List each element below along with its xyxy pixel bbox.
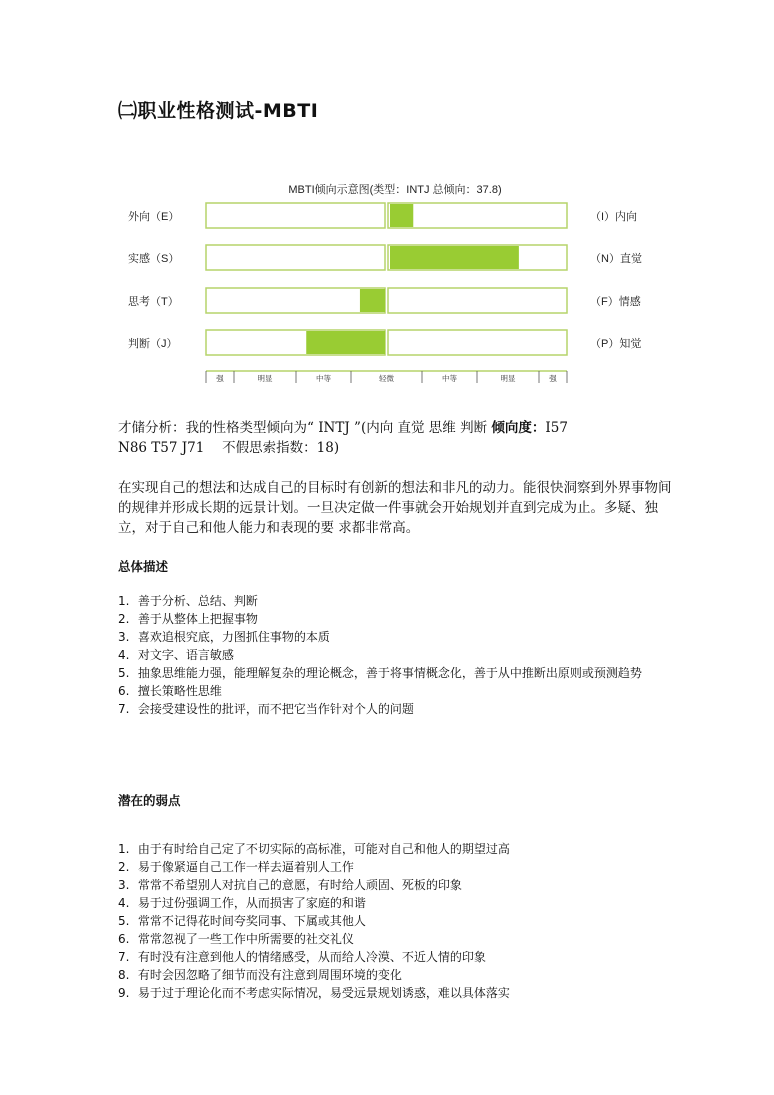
list-item-number: 1. xyxy=(118,594,130,608)
bar-frame-right xyxy=(388,330,567,355)
bar-frame-left xyxy=(206,245,385,270)
bar-frame-right xyxy=(388,288,567,313)
scale-label: 明显 xyxy=(257,374,273,383)
analysis-line2: N86 T57 J71 不假思索指数：18) xyxy=(118,440,340,456)
list-item xyxy=(118,646,678,664)
axis-label-left: 思考（T） xyxy=(128,296,179,308)
axis-label-right: （P）知觉 xyxy=(590,338,642,350)
list-item-number: 7. xyxy=(118,950,130,964)
analysis-text xyxy=(118,418,678,458)
list-item xyxy=(118,700,678,718)
list-item-number: 5. xyxy=(118,666,130,680)
list-item xyxy=(118,610,678,628)
list-item xyxy=(118,912,678,930)
list-item xyxy=(118,628,678,646)
list-item xyxy=(118,876,678,894)
chart-title: MBTI倾向示意图(类型：INTJ 总倾向：37.8) xyxy=(288,184,502,196)
list-item xyxy=(118,664,678,682)
scale-label: 轻微 xyxy=(379,374,394,383)
bar-fill xyxy=(390,204,413,227)
scale-label: 明显 xyxy=(500,374,516,383)
list-item xyxy=(118,984,678,1002)
list-item xyxy=(118,930,678,948)
list-item xyxy=(118,858,678,876)
bar-fill xyxy=(306,331,385,354)
list-item-text: 由于有时给自己定了不切实际的高标准，可能对自己和他人的期望过高 xyxy=(134,842,510,856)
axis-label-left: 实感（S） xyxy=(128,253,180,265)
list-item-text: 有时没有注意到他人的情绪感受，从而给人冷漠、不近人情的印象 xyxy=(134,950,486,964)
list-item-text: 擅长策略性思维 xyxy=(134,684,222,698)
overview-heading: 总体描述 xyxy=(118,559,169,574)
chart-scale xyxy=(206,371,567,383)
list-item xyxy=(118,592,678,610)
bar-frame-left xyxy=(206,288,385,313)
list-item-text: 常常忽视了一些工作中所需要的社交礼仪 xyxy=(134,932,354,946)
bar-frame-right xyxy=(388,203,567,228)
list-item-number: 1. xyxy=(118,842,130,856)
list-item-text: 抽象思维能力强，能理解复杂的理论概念，善于将事情概念化，善于从中推断出原则或预测趋势 xyxy=(134,666,642,680)
list-item-text: 对文字、语言敏感 xyxy=(134,648,234,662)
scale-label: 中等 xyxy=(442,374,457,383)
mbti-chart xyxy=(0,0,774,400)
analysis-line1-prefix: 才储分析：我的性格类型倾向为“ INTJ ”(内向 直觉 思维 判断 xyxy=(118,420,492,436)
axis-label-right: （N）直觉 xyxy=(590,253,642,265)
bar-frame-left xyxy=(206,203,385,228)
list-item-text: 易于像紧逼自己工作一样去逼着别人工作 xyxy=(134,860,354,874)
scale-label: 强 xyxy=(549,374,557,383)
summary-paragraph: 在实现自己的想法和达成自己的目标时有创新的想法和非凡的动力。能很快洞察到外界事物间的规律并形成长期的远景计划。一旦决定做一件事就会开始规划并直到完成为止。多疑、独立，对于自己和他人能力和表现的要 求都非常高。 xyxy=(118,480,672,536)
axis-label-right: （F）情感 xyxy=(590,296,641,308)
page-title: ㈡职业性格测试-MBTI xyxy=(118,100,319,122)
list-item xyxy=(118,840,678,858)
list-item-number: 3. xyxy=(118,878,130,892)
bar-fill xyxy=(390,246,519,269)
list-item-number: 6. xyxy=(118,932,130,946)
list-item-text: 善于从整体上把握事物 xyxy=(134,612,258,626)
axis-label-right: （I）内向 xyxy=(590,211,638,223)
weakness-heading: 潜在的弱点 xyxy=(118,793,181,808)
list-item-number: 6. xyxy=(118,684,130,698)
list-item-number: 2. xyxy=(118,612,130,626)
list-item xyxy=(118,682,678,700)
list-item-number: 4. xyxy=(118,648,130,662)
list-item xyxy=(118,948,678,966)
list-item-number: 4. xyxy=(118,896,130,910)
axis-label-left: 外向（E） xyxy=(128,211,180,223)
list-item-text: 易于过于理论化而不考虑实际情况，易受远景规划诱惑，难以具体落实 xyxy=(134,986,510,1000)
overview-list xyxy=(118,592,678,718)
list-item-number: 3. xyxy=(118,630,130,644)
list-item-number: 9. xyxy=(118,986,130,1000)
list-item-number: 2. xyxy=(118,860,130,874)
scale-label: 强 xyxy=(216,374,224,383)
analysis-tendency-label: 倾向度： xyxy=(491,420,546,436)
list-item xyxy=(118,894,678,912)
list-item-text: 易于过份强调工作，从而损害了家庭的和谐 xyxy=(134,896,366,910)
scale-label: 中等 xyxy=(316,374,331,383)
weakness-list xyxy=(118,840,678,1002)
chart-rows xyxy=(128,203,642,355)
axis-label-left: 判断（J） xyxy=(128,338,178,350)
list-item-text: 常常不希望别人对抗自己的意愿，有时给人顽固、死板的印象 xyxy=(134,878,462,892)
list-item-text: 会接受建设性的批评，而不把它当作针对个人的问题 xyxy=(134,702,414,716)
list-item-text: 善于分析、总结、判断 xyxy=(134,594,258,608)
list-item-number: 7. xyxy=(118,702,130,716)
list-item-text: 有时会因忽略了细节而没有注意到周围环境的变化 xyxy=(134,968,402,982)
analysis-line1-suffix: I57 xyxy=(545,420,568,436)
list-item xyxy=(118,966,678,984)
list-item-text: 常常不记得花时间夸奖同事、下属或其他人 xyxy=(134,914,366,928)
list-item-text: 喜欢追根究底，力图抓住事物的本质 xyxy=(134,630,330,644)
list-item-number: 8. xyxy=(118,968,130,982)
list-item-number: 5. xyxy=(118,914,130,928)
bar-fill xyxy=(360,289,385,312)
